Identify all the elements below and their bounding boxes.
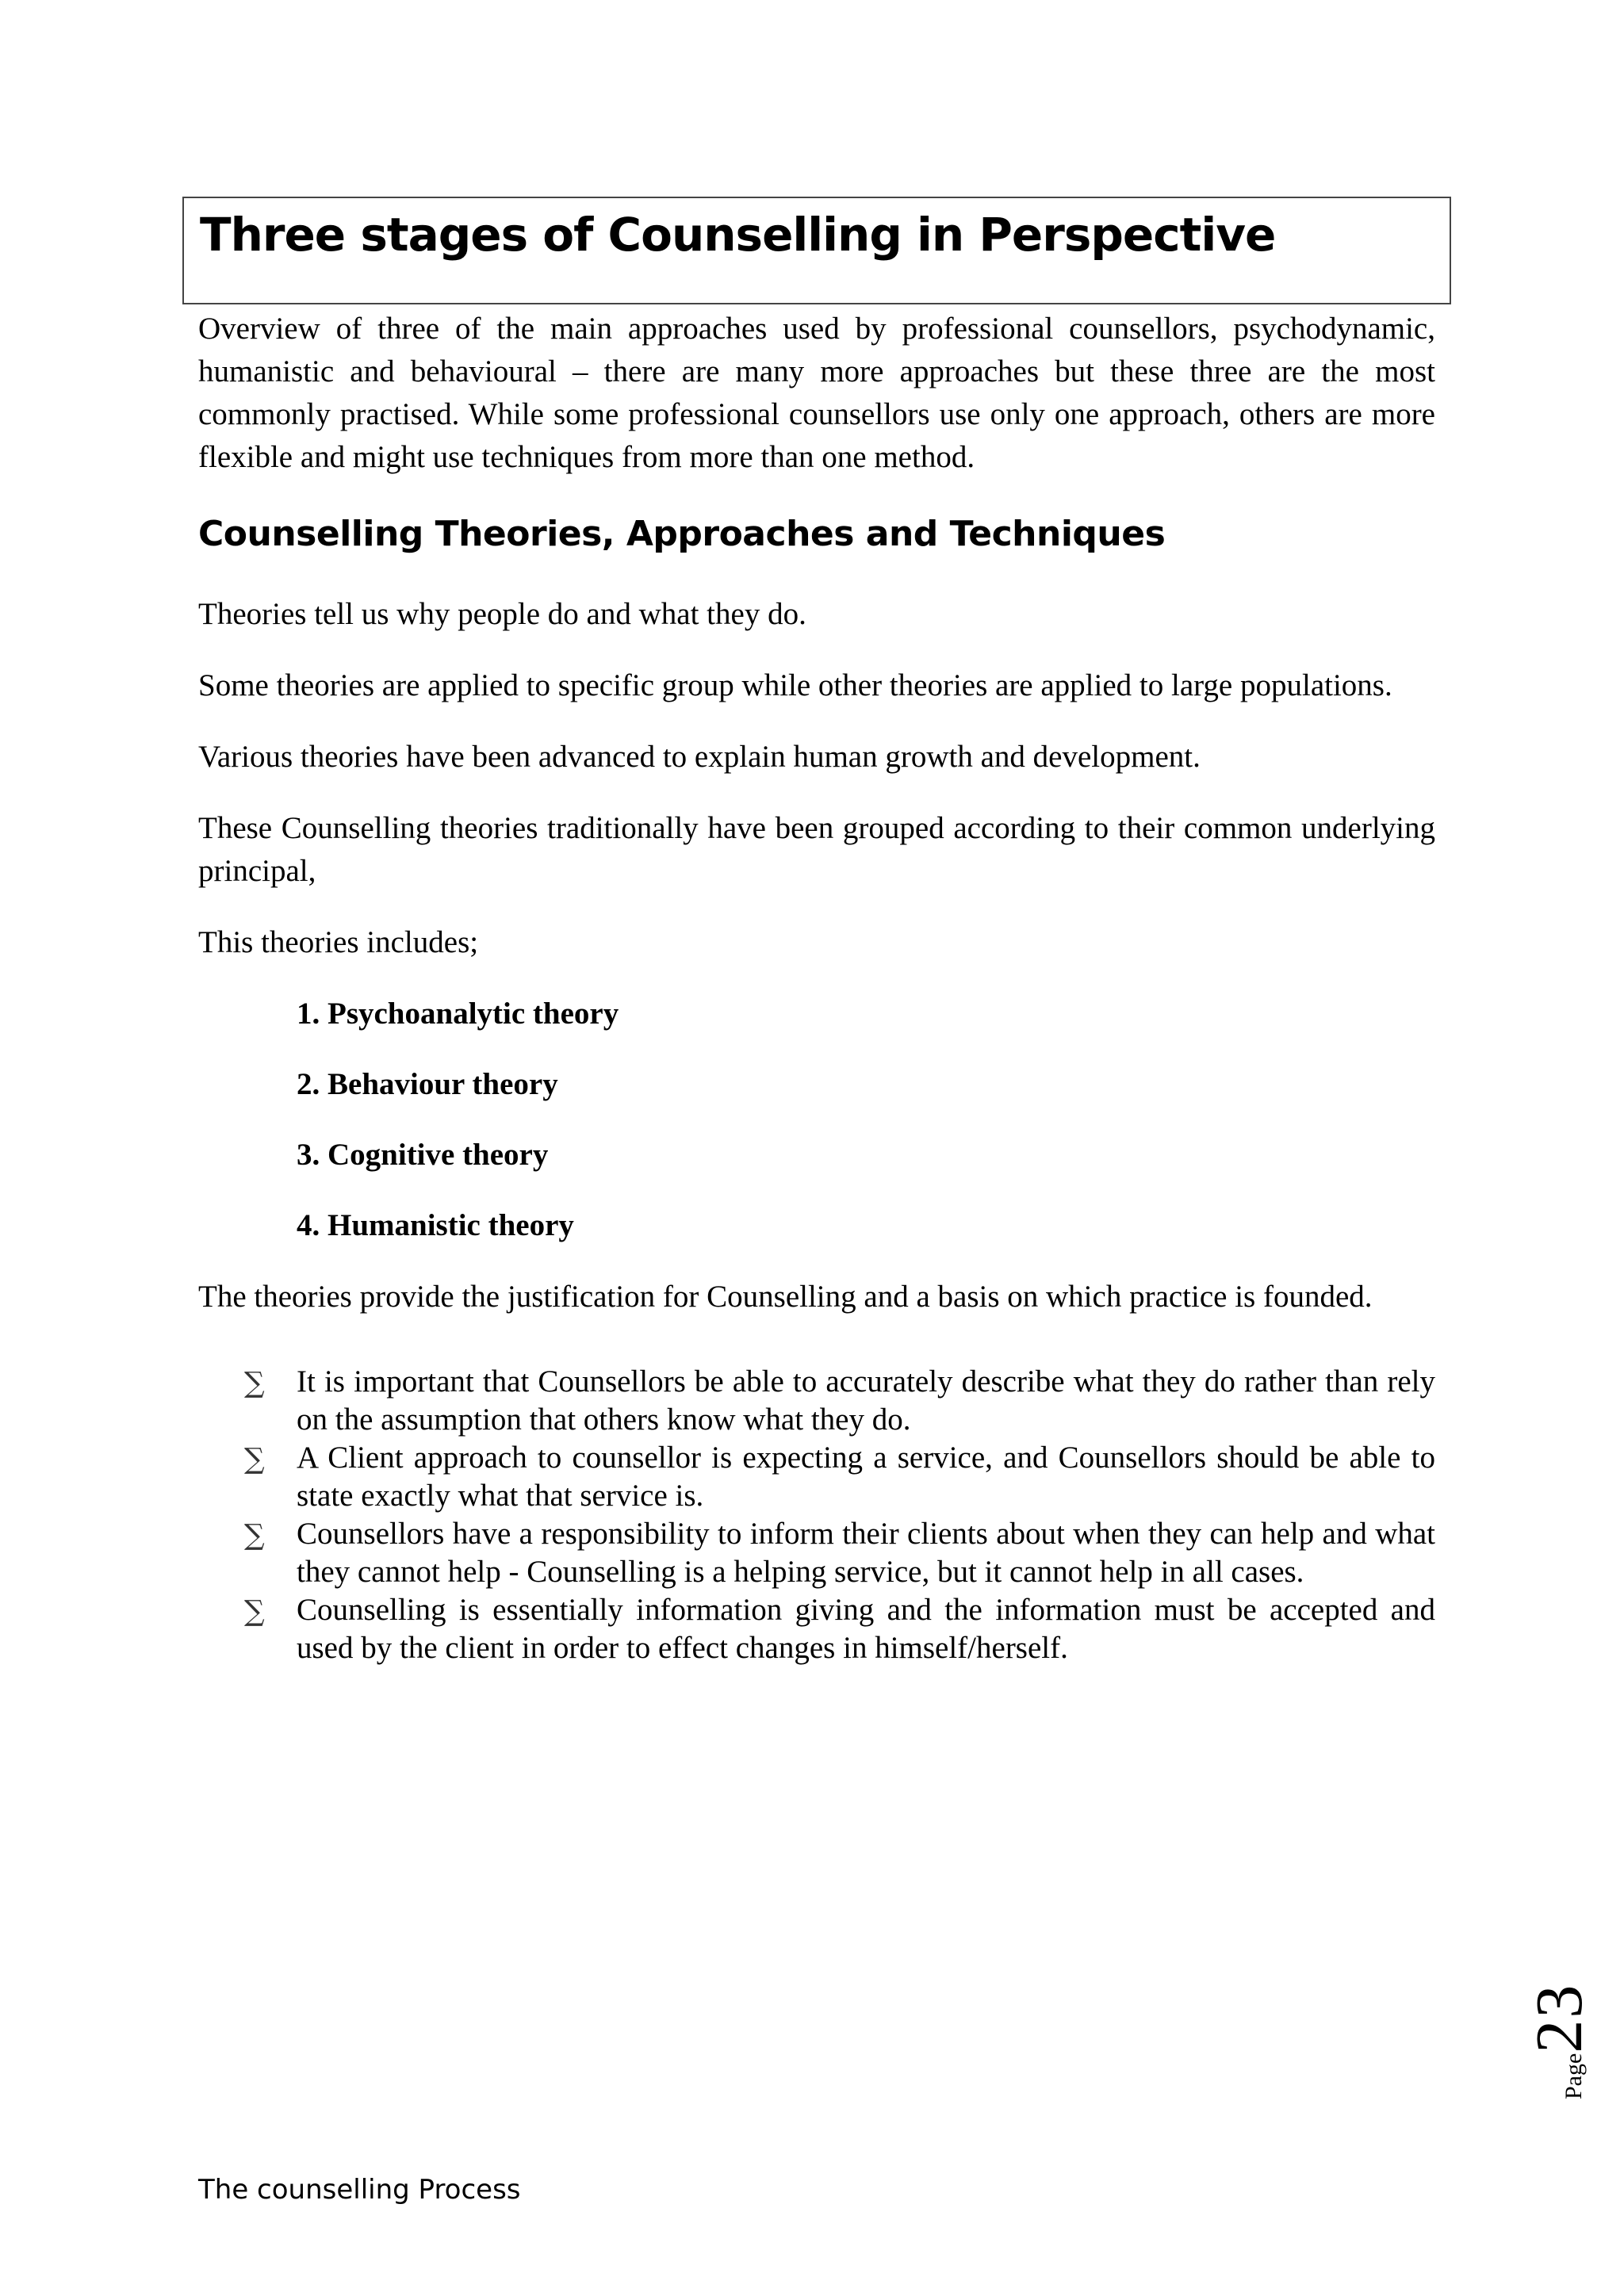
sigma-bullet-icon: ∑ — [244, 1367, 265, 1399]
paragraph-theories-growth: Various theories have been advanced to explain human growth and development. — [198, 740, 1201, 774]
intro-paragraph: Overview of three of the main approaches used by professional counsellors, psychodynamic, humanistic and behavioural – there are many more approaches but these three are the most commonly practised. While some professional counsellors use only one approach, others are more flexible and might use techniques from more than one method. — [198, 312, 1435, 474]
page-label: Page — [1561, 2053, 1587, 2099]
footer-text: The counselling Process — [198, 2174, 521, 2206]
theory-item: 4. Humanistic theory — [297, 1208, 574, 1242]
paragraph-theories-why: Theories tell us why people do and what they do. — [198, 597, 806, 631]
section-heading: Counselling Theories, Approaches and Techniques — [198, 514, 1166, 554]
bullet-item — [198, 1439, 1435, 1515]
sigma-bullet-icon: ∑ — [244, 1443, 265, 1475]
paragraph-theories-grouped: These Counselling theories traditionally have been grouped according to their common underlying principal, — [198, 811, 1435, 888]
bullet-text: Counsellors have a responsibility to inform their clients about when they can help and what they cannot help - Counselling is a helping service, but it cannot help in all cases. — [297, 1517, 1435, 1589]
justification-paragraph: The theories provide the justification for Counselling and a basis on which practice is founded. — [198, 1280, 1373, 1314]
theory-item: 3. Cognitive theory — [297, 1138, 549, 1172]
bullet-text: Counselling is essentially information giving and the information must be accepted and used by the client in order to effect changes in himself/herself. — [297, 1593, 1435, 1665]
sigma-bullet-icon: ∑ — [244, 1595, 265, 1628]
title-box — [182, 197, 1451, 304]
bullet-list — [198, 1363, 1435, 1667]
bullet-item — [198, 1515, 1435, 1591]
theory-item: 1. Psychoanalytic theory — [297, 997, 619, 1031]
page-title: Three stages of Counselling in Perspective — [200, 208, 1276, 262]
theories-list — [198, 993, 1435, 1247]
page-number: 23 — [1522, 1983, 1596, 2053]
paragraph-theories-groups: Some theories are applied to specific group while other theories are applied to large populations. — [198, 668, 1392, 702]
paragraph-theories-includes: This theories includes; — [198, 925, 479, 959]
bullet-text: It is important that Counsellors be able to accurately describe what they do rather than rely on the assumption that others know what they do. — [297, 1364, 1435, 1437]
sigma-bullet-icon: ∑ — [244, 1519, 265, 1552]
theory-item: 2. Behaviour theory — [297, 1067, 558, 1101]
bullet-text: A Client approach to counsellor is expecting a service, and Counsellors should be able to state exactly what that service is. — [297, 1441, 1435, 1513]
bullet-item — [198, 1591, 1435, 1667]
bullet-item — [198, 1363, 1435, 1439]
document-body — [198, 308, 1435, 1667]
